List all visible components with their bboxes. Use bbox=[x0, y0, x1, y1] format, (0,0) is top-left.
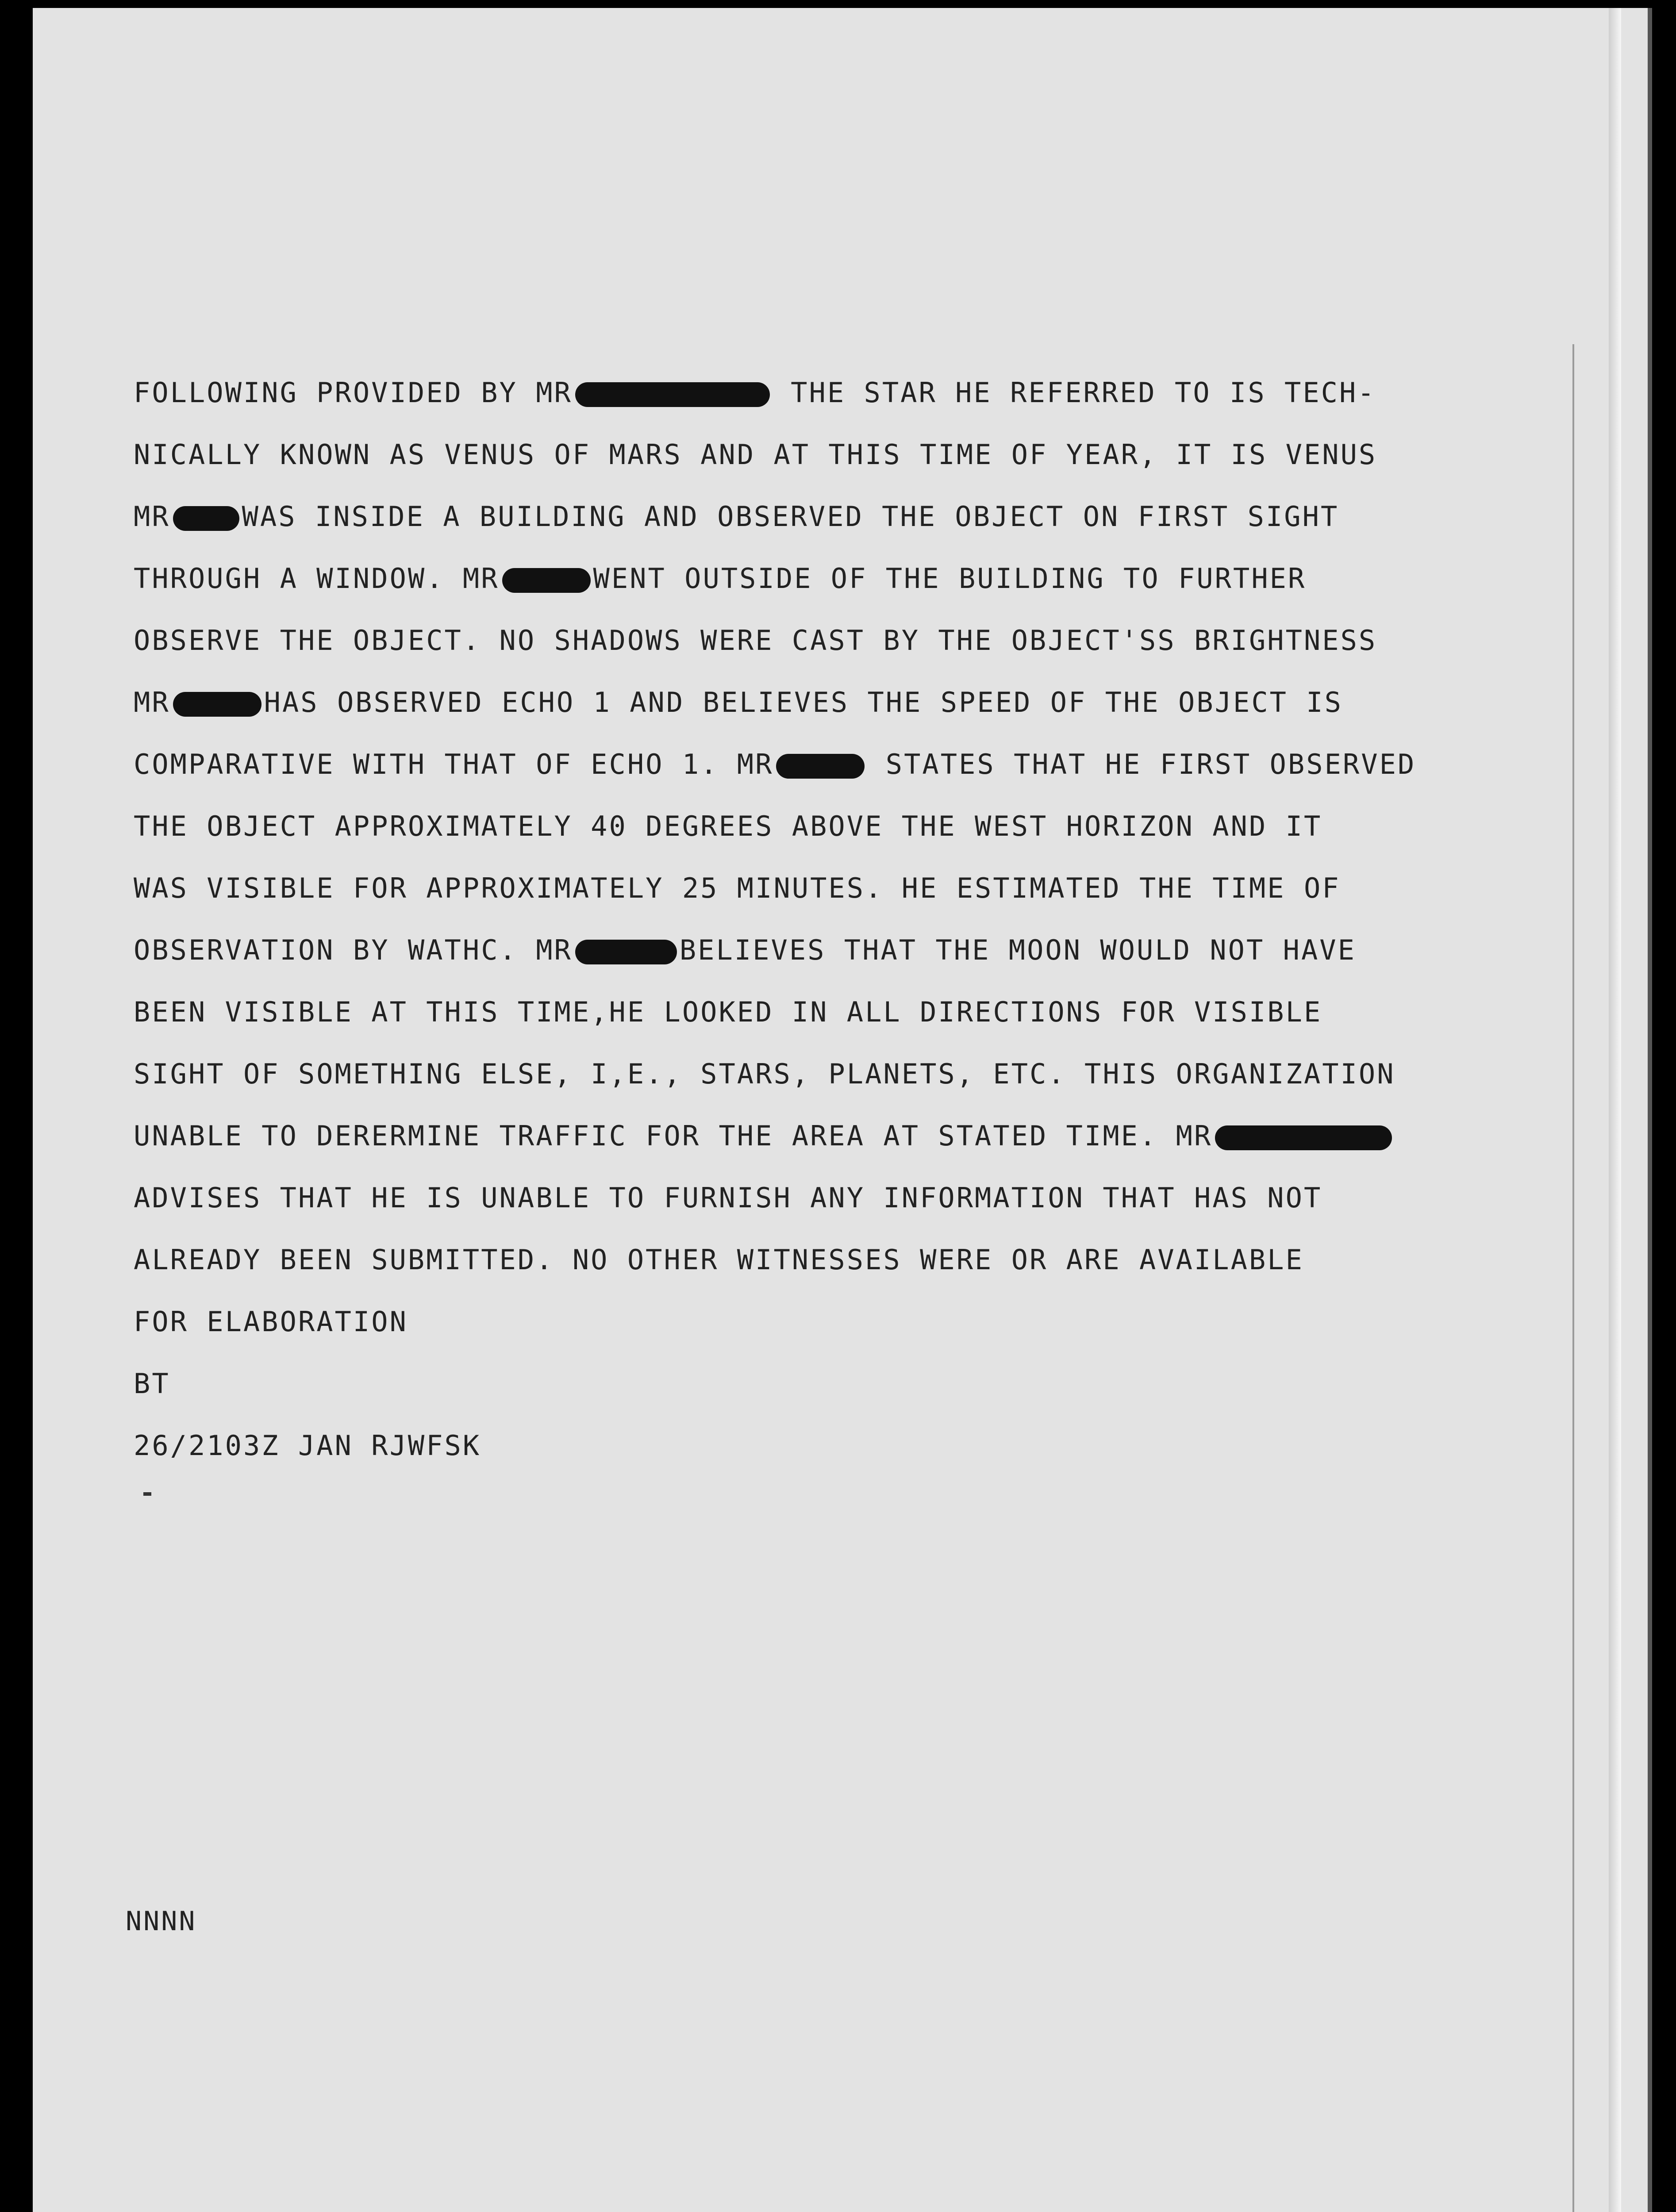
line-text: NICALLY KNOWN AS VENUS OF MARS AND AT THIS TIME OF YEAR, IT IS VENUS bbox=[134, 438, 1377, 471]
redaction-mark bbox=[575, 940, 677, 964]
stray-mark bbox=[143, 1492, 151, 1496]
text-line bbox=[134, 795, 1541, 857]
teletype-message-body bbox=[134, 362, 1541, 1477]
right-margin-line bbox=[1572, 344, 1574, 2212]
line-text: BT bbox=[134, 1367, 170, 1400]
line-text: FOLLOWING PROVIDED BY MR bbox=[134, 376, 573, 409]
line-text: SIGHT OF SOMETHING ELSE, I,E., STARS, PLANETS, ETC. THIS ORGANIZATION bbox=[134, 1058, 1395, 1090]
redaction-mark bbox=[1215, 1125, 1392, 1150]
text-line bbox=[134, 981, 1541, 1043]
text-line bbox=[134, 857, 1541, 919]
line-text: WENT OUTSIDE OF THE BUILDING TO FURTHER bbox=[593, 562, 1307, 595]
line-text: BEEN VISIBLE AT THIS TIME,HE LOOKED IN ALL DIRECTIONS FOR VISIBLE bbox=[134, 996, 1322, 1028]
line-text: 26/2103Z JAN RJWFSK bbox=[134, 1429, 481, 1462]
line-text: MR bbox=[134, 500, 170, 533]
text-line bbox=[134, 362, 1541, 424]
line-text: MR bbox=[134, 686, 170, 718]
text-line bbox=[134, 1415, 1541, 1477]
text-line bbox=[134, 610, 1541, 672]
text-line bbox=[134, 1229, 1541, 1291]
line-text: THE OBJECT APPROXIMATELY 40 DEGREES ABOVE THE WEST HORIZON AND IT bbox=[134, 810, 1322, 842]
text-line bbox=[134, 486, 1541, 548]
line-text: OBSERVE THE OBJECT. NO SHADOWS WERE CAST BY THE OBJECT'SS BRIGHTNESS bbox=[134, 624, 1377, 657]
line-text: FOR ELABORATION bbox=[134, 1306, 408, 1338]
line-text: ADVISES THAT HE IS UNABLE TO FURNISH ANY INFORMATION THAT HAS NOT bbox=[134, 1182, 1322, 1214]
text-line bbox=[134, 1291, 1541, 1353]
text-line bbox=[134, 424, 1541, 486]
line-text: THE STAR HE REFERRED TO IS TECH- bbox=[772, 376, 1376, 409]
text-line bbox=[134, 548, 1541, 610]
text-line bbox=[134, 733, 1541, 795]
redaction-mark bbox=[173, 692, 261, 717]
redaction-mark bbox=[502, 568, 591, 593]
redaction-mark bbox=[173, 506, 239, 531]
end-of-message-marker: NNNN bbox=[126, 1906, 197, 1937]
text-line bbox=[134, 1353, 1541, 1415]
line-text: OBSERVATION BY WATHC. MR bbox=[134, 934, 573, 966]
text-line bbox=[134, 919, 1541, 981]
line-text: WAS INSIDE A BUILDING AND OBSERVED THE OBJECT ON FIRST SIGHT bbox=[242, 500, 1339, 533]
line-text: ALREADY BEEN SUBMITTED. NO OTHER WITNESSES WERE OR ARE AVAILABLE bbox=[134, 1244, 1304, 1276]
text-line bbox=[134, 672, 1541, 733]
document-page bbox=[33, 8, 1652, 2212]
line-text: HAS OBSERVED ECHO 1 AND BELIEVES THE SPEED OF THE OBJECT IS bbox=[264, 686, 1343, 718]
line-text: BELIEVES THAT THE MOON WOULD NOT HAVE bbox=[679, 934, 1356, 966]
line-text: STATES THAT HE FIRST OBSERVED bbox=[867, 748, 1416, 780]
text-line bbox=[134, 1167, 1541, 1229]
text-line bbox=[134, 1105, 1541, 1167]
redaction-mark bbox=[575, 382, 770, 407]
redaction-mark bbox=[776, 754, 865, 779]
page-edge-shadow bbox=[1609, 8, 1621, 2212]
text-line bbox=[134, 1043, 1541, 1105]
line-text: COMPARATIVE WITH THAT OF ECHO 1. MR bbox=[134, 748, 774, 780]
line-text: THROUGH A WINDOW. MR bbox=[134, 562, 500, 595]
line-text: WAS VISIBLE FOR APPROXIMATELY 25 MINUTES. HE ESTIMATED THE TIME OF bbox=[134, 872, 1341, 904]
line-text: UNABLE TO DERERMINE TRAFFIC FOR THE AREA AT STATED TIME. MR bbox=[134, 1120, 1213, 1152]
